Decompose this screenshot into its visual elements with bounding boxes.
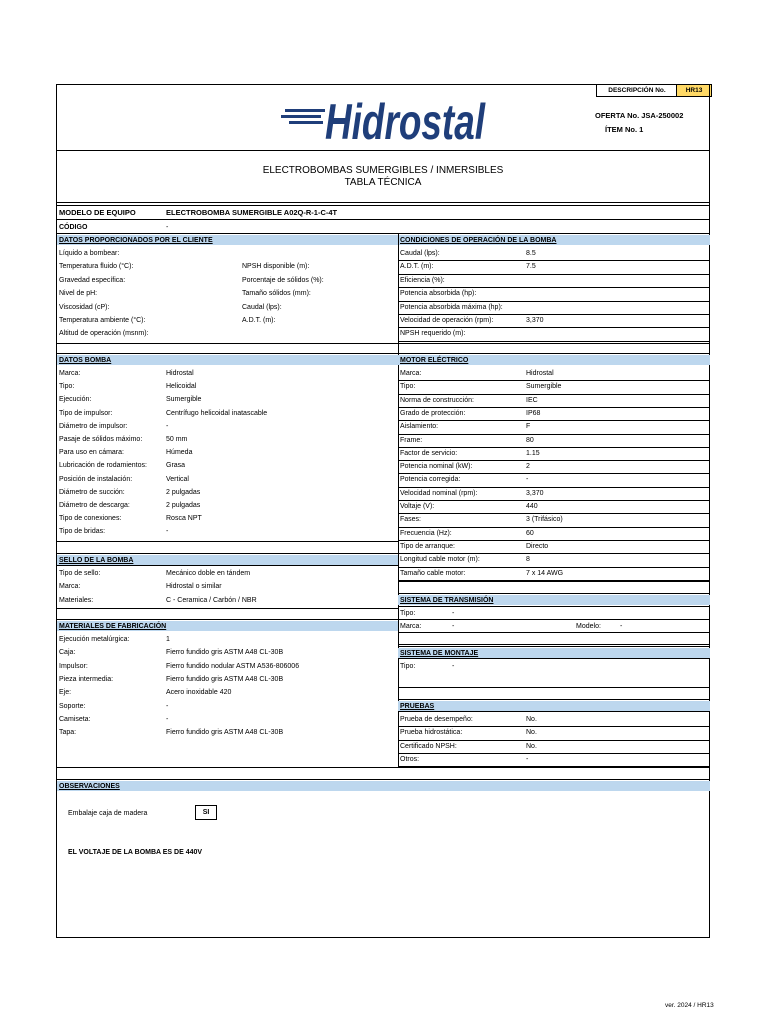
row-label: Marca: — [400, 370, 422, 377]
row-label: Potencia absorbida (hp): — [400, 290, 477, 298]
row-value: Helicoidal — [166, 383, 197, 391]
modelo-value: ELECTROBOMBA SUMERGIBLE A02Q-R-1-C-4T — [166, 208, 338, 217]
row-value: 7 x 14 AWG — [526, 569, 564, 577]
row-divider — [398, 632, 710, 633]
row-divider — [398, 341, 710, 342]
codigo-value: - — [166, 224, 169, 231]
row-label: Prueba de desempeño: — [400, 716, 473, 723]
montaje-tipo-value: - — [452, 663, 455, 670]
row-label: Certificado NPSH: — [400, 742, 457, 750]
row-divider — [398, 581, 710, 582]
row-divider — [398, 753, 710, 754]
sello-heading: SELLO DE LA BOMBA — [57, 555, 398, 565]
row-label: Materiales: — [59, 596, 94, 604]
row-divider — [398, 658, 710, 659]
row-label: Eje: — [59, 689, 72, 697]
row-label: Velocidad nominal (rpm): — [400, 489, 478, 497]
materiales-heading: MATERIALES DE FABRICACIÓN — [57, 621, 398, 631]
cliente-heading: DATOS PROPORCIONADOS POR EL CLIENTE — [57, 235, 398, 245]
row-label: Pieza intermedia: — [59, 675, 114, 683]
row-value: F — [526, 423, 531, 431]
hidrostal-logo — [281, 93, 493, 149]
row-divider — [398, 420, 710, 421]
transmision-heading: SISTEMA DE TRANSMISIÓN — [398, 595, 710, 605]
row-label: Viscosidad (cP): — [59, 303, 110, 311]
row-label: Diámetro de impulsor: — [59, 422, 128, 430]
row-value: Hidrostal — [166, 370, 194, 377]
row-label: Caudal (lps): — [400, 250, 440, 257]
row-value: 3,370 — [526, 489, 544, 497]
row-label: Eficiencia (%): — [400, 276, 445, 284]
row-value: 8 — [526, 556, 530, 564]
row-label: Tipo de bridas: — [59, 528, 106, 536]
row-value: No. — [526, 729, 537, 737]
row-value: - — [526, 755, 529, 763]
row-value: Grasa — [166, 462, 186, 470]
motor-heading: MOTOR ELÉCTRICO — [398, 355, 710, 365]
row-divider — [57, 619, 398, 620]
row-value: 440 — [526, 503, 538, 510]
row-value: 3,370 — [526, 317, 544, 324]
row-value: 80 — [526, 436, 534, 444]
row-value: No. — [526, 716, 537, 723]
row-divider — [398, 500, 710, 501]
observaciones-nota: EL VOLTAJE DE LA BOMBA ES DE 440V — [68, 849, 203, 856]
row-label: Diámetro de descarga: — [59, 502, 130, 509]
row-value: - — [166, 528, 169, 536]
row-label: Nivel de pH: — [59, 290, 98, 298]
row-divider — [57, 608, 398, 609]
row-divider — [398, 553, 710, 554]
row-label: Ejecución metalúrgica: — [59, 636, 130, 643]
row-label: Grado de protección: — [400, 409, 466, 417]
row-label: Prueba hidrostática: — [400, 729, 463, 737]
row-label-secondary: Porcentaje de sólidos (%): — [242, 276, 324, 284]
row-divider — [398, 260, 710, 261]
row-divider — [398, 606, 710, 607]
row-label: Marca: — [59, 370, 81, 377]
row-label: Tipo: — [59, 383, 75, 391]
row-label-secondary: NPSH disponible (m): — [242, 263, 310, 271]
footer-version: ver. 2024 / HR13 — [665, 1002, 714, 1009]
row-divider — [398, 314, 710, 315]
row-label-secondary: Caudal (lps): — [242, 303, 282, 311]
row-divider — [398, 407, 710, 408]
embalaje-value: SI — [195, 805, 217, 820]
row-divider — [398, 726, 710, 727]
row-divider — [398, 473, 710, 474]
row-label: Altitud de operación (msnm): — [59, 330, 149, 338]
row-label: Tipo de arranque: — [400, 542, 455, 550]
row-value: C - Ceramica / Carbón / NBR — [166, 596, 257, 604]
row-label: Caja: — [59, 649, 76, 657]
row-label: Ejecución: — [59, 396, 92, 404]
row-value: 3 (Trifásico) — [526, 516, 563, 524]
row-value: - — [526, 476, 529, 484]
row-label: Pasaje de sólidos máximo: — [59, 436, 143, 443]
row-divider — [398, 301, 710, 302]
row-label: Temperatura fluido (°C): — [59, 263, 134, 271]
row-value: Rosca NPT — [166, 515, 202, 523]
row-label-secondary: Tamaño sólidos (mm): — [242, 290, 311, 298]
row-divider — [398, 527, 710, 528]
transmision-tipo-label: Tipo: — [400, 610, 416, 617]
embalaje-label: Embalaje caja de madera — [68, 810, 148, 817]
montaje-heading: SISTEMA DE MONTAJE — [398, 648, 710, 658]
row-value: Directo — [526, 542, 549, 550]
transmision-tipo-value: - — [452, 610, 455, 617]
row-label: Posición de instalación: — [59, 475, 133, 483]
row-value: Fierro fundido gris ASTM A48 CL-30B — [166, 649, 284, 657]
row-value: No. — [526, 742, 537, 750]
row-value: - — [166, 422, 169, 430]
row-divider — [398, 274, 710, 275]
row-label: Tapa: — [59, 729, 77, 737]
observaciones-heading: OBSERVACIONES — [57, 781, 710, 791]
row-value: 2 — [526, 463, 530, 471]
row-label: Norma de construcción: — [400, 396, 474, 404]
row-value: 8.5 — [526, 250, 536, 257]
row-label: Marca: — [59, 583, 81, 591]
row-label: Potencia corregida: — [400, 476, 461, 484]
row-label: Diámetro de succión: — [59, 488, 125, 496]
bomba-heading: DATOS BOMBA — [57, 355, 398, 365]
row-divider — [398, 447, 710, 448]
montaje-tipo-label: Tipo: — [400, 663, 416, 670]
row-label: Otros: — [400, 755, 420, 763]
item-number: ÍTEM No. 1 — [605, 125, 644, 134]
row-label: Camiseta: — [59, 715, 91, 723]
row-divider — [398, 287, 710, 288]
row-divider — [398, 646, 710, 647]
row-divider — [398, 380, 710, 381]
row-divider — [398, 394, 710, 395]
row-label: Fases: — [400, 516, 422, 524]
row-divider — [398, 687, 710, 688]
title-line-2: TABLA TÉCNICA — [344, 177, 422, 188]
row-value: Centrífugo helicoidal inatascable — [166, 409, 268, 417]
row-label: Frecuencia (Hz): — [400, 529, 452, 537]
descripcion-label: DESCRIPCIÓN No. — [596, 84, 678, 97]
descripcion-value: HR13 — [676, 84, 712, 97]
row-label: Gravedad específica: — [59, 276, 126, 284]
transmision-marca-value: - — [452, 623, 455, 630]
row-value: - — [166, 715, 169, 723]
oferta-number: OFERTA No. JSA-250002 — [595, 111, 684, 120]
row-divider — [57, 565, 398, 566]
row-divider — [398, 644, 710, 645]
row-divider — [57, 541, 398, 542]
modelo-label: MODELO DE EQUIPO — [59, 208, 136, 217]
row-value: 2 pulgadas — [166, 488, 201, 496]
row-label: Tipo de sello: — [59, 570, 101, 577]
row-value: Sumergible — [166, 396, 202, 404]
row-value: Húmeda — [166, 449, 193, 457]
condiciones-heading: CONDICIONES DE OPERACIÓN DE LA BOMBA — [398, 235, 710, 245]
row-label: Tipo de impulsor: — [59, 409, 113, 417]
codigo-label: CÓDIGO — [59, 224, 88, 231]
row-value: Fierro fundido nodular ASTM A536-806006 — [166, 662, 300, 670]
row-divider — [398, 711, 710, 712]
row-divider — [398, 513, 710, 514]
row-value: Hidrostal o similar — [166, 583, 222, 591]
row-label-secondary: A.D.T. (m): — [242, 317, 276, 324]
row-label: Factor de servicio: — [400, 449, 458, 457]
row-label: Frame: — [400, 436, 423, 444]
row-value: 1 — [166, 636, 170, 643]
row-label: Aislamiento: — [400, 423, 439, 431]
row-label: Potencia absorbida máxima (hp): — [400, 303, 503, 311]
row-divider — [398, 593, 710, 594]
transmision-modelo-label: Modelo: — [576, 623, 601, 630]
pruebas-heading: PRUEBAS — [398, 701, 710, 711]
title-line-1: ELECTROBOMBAS SUMERGIBLES / INMERSIBLES — [262, 165, 504, 176]
row-label: Temperatura ambiente (°C): — [59, 317, 146, 324]
datasheet — [56, 84, 710, 938]
row-divider — [398, 699, 710, 700]
row-divider — [398, 740, 710, 741]
row-divider — [398, 327, 710, 328]
row-label: Potencia nominal (kW): — [400, 463, 473, 471]
row-value: Hidrostal — [526, 370, 554, 377]
transmision-marca-label: Marca: — [400, 623, 422, 630]
row-value: Sumergible — [526, 383, 562, 391]
row-divider — [398, 567, 710, 568]
row-label: Velocidad de operación (rpm): — [400, 317, 494, 324]
row-value: IP68 — [526, 409, 541, 417]
row-value: 50 mm — [166, 436, 188, 443]
row-value: 7.5 — [526, 263, 536, 271]
row-divider — [398, 487, 710, 488]
row-label: Líquido a bombear: — [59, 250, 120, 257]
row-value: - — [166, 702, 169, 710]
row-value: Fierro fundido gris ASTM A48 CL-30B — [166, 675, 284, 683]
row-label: Tipo: — [400, 383, 416, 391]
row-divider — [398, 434, 710, 435]
row-label: Tamaño cable motor: — [400, 569, 466, 577]
row-value: IEC — [526, 396, 538, 404]
row-value: 60 — [526, 529, 534, 537]
row-label: Longitud cable motor (m): — [400, 556, 480, 564]
row-label: Soporte: — [59, 702, 86, 710]
row-divider — [398, 619, 710, 620]
row-label: NPSH requerido (m): — [400, 330, 466, 338]
hidrostal-logo-text: Hidrostal — [325, 94, 486, 150]
row-label: Tipo de conexiones: — [59, 515, 122, 523]
row-divider — [398, 460, 710, 461]
row-value: 2 pulgadas — [166, 502, 201, 509]
row-label: Lubricación de rodamientos: — [59, 462, 147, 470]
row-divider — [57, 553, 398, 554]
row-label: Voltaje (V): — [400, 503, 435, 510]
row-divider — [398, 540, 710, 541]
row-value: Mecánico doble en tándem — [166, 570, 251, 577]
row-value: 1.15 — [526, 449, 540, 457]
transmision-modelo-value: - — [620, 623, 623, 630]
row-label: A.D.T. (m): — [400, 263, 434, 271]
row-label: Para uso en cámara: — [59, 449, 124, 457]
row-label: Impulsor: — [59, 662, 88, 670]
row-value: Acero inoxidable 420 — [166, 689, 232, 697]
row-value: Vertical — [166, 475, 189, 483]
row-value: Fierro fundido gris ASTM A48 CL-30B — [166, 729, 284, 737]
